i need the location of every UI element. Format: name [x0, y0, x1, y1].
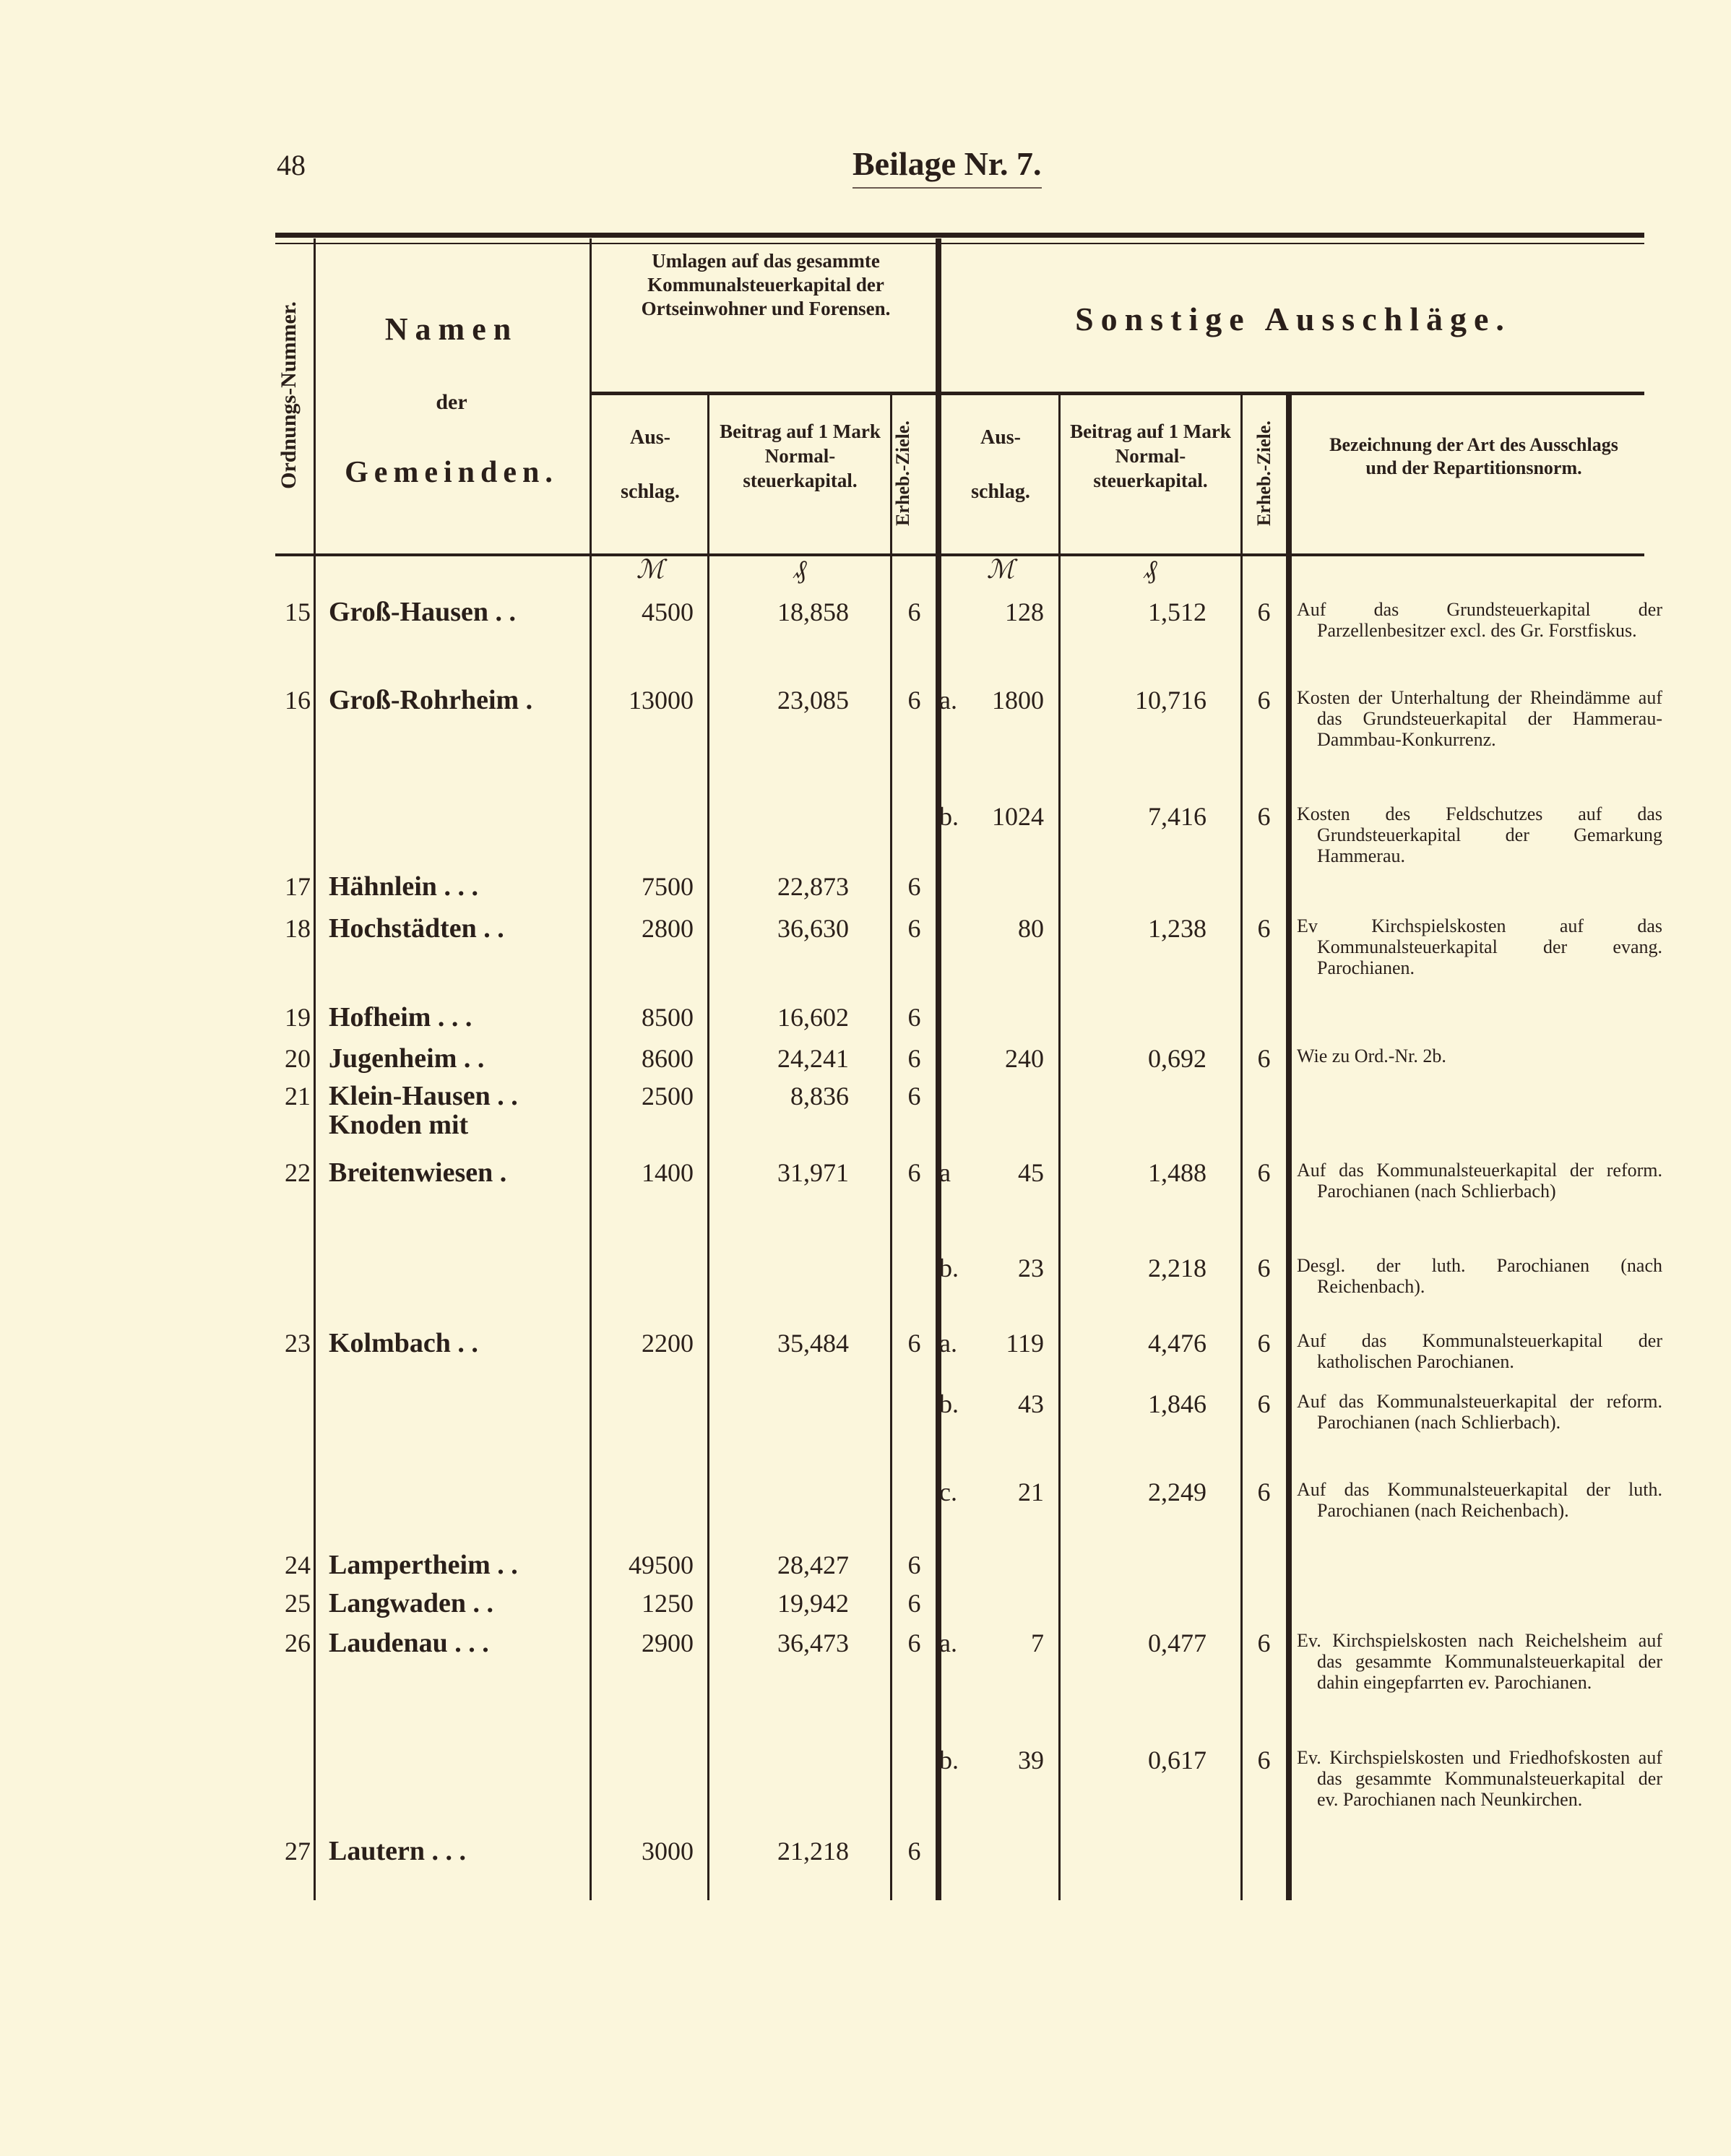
beitrag-2-value: 2,218 — [1148, 1254, 1206, 1282]
beitrag-2-value: 0,692 — [1148, 1044, 1206, 1073]
erheb-ziele-2-value: 6 — [1257, 1389, 1271, 1418]
beitrag-value: 8,836 — [790, 1082, 849, 1111]
municipality-name: Lampertheim . . — [329, 1550, 518, 1580]
row-number: 18 — [285, 914, 311, 943]
sub-letter: b. — [939, 1746, 959, 1775]
municipality-name: Hofheim . . . — [329, 1002, 472, 1032]
beitrag-value: 35,484 — [777, 1329, 849, 1358]
municipality-name: Lautern . . . — [329, 1836, 466, 1866]
header-beitrag-1: Beitrag auf 1 Mark Normal-steuerkapital. — [720, 421, 881, 491]
erheb-ziele-2-value: 6 — [1257, 914, 1271, 943]
row-number: 23 — [285, 1329, 311, 1358]
col-divider — [890, 394, 892, 1900]
row-number: 16 — [285, 686, 311, 715]
header-namen: Namen — [384, 311, 519, 347]
header-beitrag-2: Beitrag auf 1 Mark Normal-steuerkapital. — [1070, 421, 1231, 491]
ausschlag-value: 1400 — [642, 1158, 694, 1187]
col-divider — [314, 238, 316, 1900]
erheb-ziele-value: 6 — [907, 1044, 921, 1073]
ausschlag-value: 3000 — [642, 1837, 694, 1866]
erheb-ziele-value: 6 — [907, 1003, 921, 1032]
municipality-name: Langwaden . . — [329, 1588, 494, 1618]
ausschlag-2-value: 128 — [1005, 598, 1044, 626]
header-erheb-ziele-2: Erheb.-Ziele. — [1253, 421, 1274, 526]
header-ordnungs-nummer: Ordnungs-Nummer. — [277, 301, 301, 489]
row-number: 27 — [285, 1837, 311, 1866]
unit-mark-2: ℳ — [986, 555, 1015, 584]
erheb-ziele-2-value: 6 — [1257, 1478, 1271, 1506]
row-number: 22 — [285, 1158, 311, 1187]
erheb-ziele-2-value: 6 — [1257, 1329, 1271, 1358]
erheb-ziele-2-value: 6 — [1257, 1746, 1271, 1775]
col-divider — [1240, 394, 1243, 1900]
municipality-name: Klein-Hausen . . — [329, 1081, 518, 1111]
beitrag-value: 28,427 — [777, 1551, 849, 1579]
ausschlag-2-value: 119 — [1006, 1329, 1044, 1358]
description: Auf das Kommunalsteuerkapital der reform. Parochianen (nach Schlierbach). — [1297, 1391, 1662, 1433]
ausschlag-2-value: 21 — [1018, 1478, 1044, 1506]
ausschlag-value: 8500 — [642, 1003, 694, 1032]
col-divider — [1058, 394, 1061, 1900]
ausschlag-value: 4500 — [642, 598, 694, 626]
top-rule — [275, 233, 1644, 238]
erheb-ziele-value: 6 — [907, 1082, 921, 1111]
ausschlag-value: 2900 — [642, 1629, 694, 1657]
beitrag-2-value: 2,249 — [1148, 1478, 1206, 1506]
row-number: 20 — [285, 1044, 311, 1073]
header-erheb-ziele-1: Erheb.-Ziele. — [892, 421, 913, 526]
municipality-name: Hochstädten . . — [329, 913, 504, 944]
row-number: 24 — [285, 1551, 311, 1579]
ausschlag-2-value: 43 — [1018, 1389, 1044, 1418]
description: Kosten des Feldschutzes auf das Grundsteuerkapital der Gemarkung Hammerau. — [1297, 803, 1662, 866]
erheb-ziele-2-value: 6 — [1257, 1254, 1271, 1282]
municipality-name-line1: Knoden mit — [329, 1110, 469, 1140]
sub-letter: a. — [939, 686, 957, 715]
ausschlag-2-value: 7 — [1031, 1629, 1044, 1657]
beitrag-value: 24,241 — [777, 1044, 849, 1073]
subheader-rule — [591, 392, 1644, 395]
erheb-ziele-value: 6 — [907, 1589, 921, 1618]
header-sonstige-ausschlaege: Sonstige Ausschläge. — [1075, 301, 1511, 337]
erheb-ziele-value: 6 — [907, 598, 921, 626]
beitrag-2-value: 7,416 — [1148, 802, 1206, 831]
description: Wie zu Ord.-Nr. 2b. — [1297, 1045, 1446, 1066]
header-ausschlag-1b: schlag. — [621, 480, 680, 503]
ausschlag-value: 8600 — [642, 1044, 694, 1073]
erheb-ziele-value: 6 — [907, 1329, 921, 1358]
beitrag-value: 23,085 — [777, 686, 849, 715]
erheb-ziele-2-value: 6 — [1257, 802, 1271, 831]
municipality-name: Groß-Rohrheim . — [329, 685, 533, 715]
header-bezeichnung: Bezeichnung der Art des Ausschlags und der Repartitionsnorm. — [1329, 434, 1618, 478]
header-ausschlag-2: Aus- — [980, 426, 1021, 449]
unit-pf-2: ₰ — [1144, 555, 1157, 584]
sub-letter: b. — [939, 802, 959, 831]
page-title: Beilage Nr. 7. — [852, 145, 1042, 189]
sub-letter: b. — [939, 1389, 959, 1418]
header-ausschlag-1: Aus- — [629, 426, 670, 449]
beitrag-2-value: 1,846 — [1148, 1389, 1206, 1418]
row-number: 15 — [285, 598, 311, 626]
description: Auf das Grundsteuerkapital der Parzellenbesitzer excl. des Gr. Forstfiskus. — [1297, 599, 1662, 641]
municipality-name: Breitenwiesen . — [329, 1157, 507, 1188]
erheb-ziele-value: 6 — [907, 1837, 921, 1866]
municipality-name: Groß-Hausen . . — [329, 597, 517, 627]
ausschlag-2-value: 23 — [1018, 1254, 1044, 1282]
beitrag-2-value: 1,512 — [1148, 598, 1206, 626]
sub-letter: a. — [939, 1329, 957, 1358]
row-number: 19 — [285, 1003, 311, 1032]
ausschlag-2-value: 240 — [1005, 1044, 1044, 1073]
beitrag-value: 36,630 — [777, 914, 849, 943]
beitrag-2-value: 0,617 — [1148, 1746, 1206, 1775]
description: Auf das Kommunalsteuerkapital der katholischen Parochianen. — [1297, 1330, 1662, 1372]
row-number: 21 — [285, 1082, 311, 1111]
ausschlag-value: 1250 — [642, 1589, 694, 1618]
erheb-ziele-2-value: 6 — [1257, 1629, 1271, 1657]
description: Auf das Kommunalsteuerkapital der luth. Parochianen (nach Reichenbach). — [1297, 1479, 1662, 1521]
ausschlag-2-value: 45 — [1018, 1158, 1044, 1187]
ausschlag-2-value: 1800 — [992, 686, 1044, 715]
erheb-ziele-2-value: 6 — [1257, 1158, 1271, 1187]
sub-letter: b. — [939, 1254, 959, 1282]
erheb-ziele-2-value: 6 — [1257, 1044, 1271, 1073]
header-ausschlag-2b: schlag. — [971, 480, 1030, 503]
ausschlag-value: 49500 — [629, 1551, 694, 1579]
erheb-ziele-value: 6 — [907, 1551, 921, 1579]
erheb-ziele-value: 6 — [907, 872, 921, 901]
beitrag-value: 19,942 — [777, 1589, 849, 1618]
ausschlag-value: 7500 — [642, 872, 694, 901]
ausschlag-2-value: 1024 — [992, 802, 1044, 831]
sub-letter: c. — [939, 1478, 957, 1506]
header-gemeinden: Gemeinden. — [345, 456, 558, 489]
municipality-name: Jugenheim . . — [329, 1043, 485, 1074]
erheb-ziele-2-value: 6 — [1257, 686, 1271, 715]
municipality-name: Laudenau . . . — [329, 1628, 489, 1658]
description: Desgl. der luth. Parochianen (nach Reichenbach). — [1297, 1255, 1662, 1297]
municipality-name: Hähnlein . . . — [329, 871, 478, 902]
beitrag-value: 36,473 — [777, 1629, 849, 1657]
beitrag-value: 21,218 — [777, 1837, 849, 1866]
erheb-ziele-value: 6 — [907, 686, 921, 715]
beitrag-2-value: 0,477 — [1148, 1629, 1206, 1657]
row-number: 25 — [285, 1589, 311, 1618]
description: Auf das Kommunalsteuerkapital der reform. Parochianen (nach Schlierbach) — [1297, 1160, 1662, 1202]
beitrag-2-value: 1,488 — [1148, 1158, 1206, 1187]
erheb-ziele-value: 6 — [907, 914, 921, 943]
erheb-ziele-2-value: 6 — [1257, 598, 1271, 626]
municipality-name: Kolmbach . . — [329, 1328, 478, 1358]
beitrag-2-value: 4,476 — [1148, 1329, 1206, 1358]
description: Ev. Kirchspielskosten und Friedhofskosten auf das gesammte Kommunalsteuerkapital der ev. Parochianen nach Neunkirchen. — [1297, 1747, 1662, 1810]
unit-mark-1: ℳ — [636, 555, 665, 584]
ausschlag-value: 2500 — [642, 1082, 694, 1111]
beitrag-value: 16,602 — [777, 1003, 849, 1032]
col-divider — [707, 394, 709, 1900]
unit-pf-1: ₰ — [793, 555, 807, 584]
header-der: der — [436, 390, 467, 414]
ausschlag-2-value: 80 — [1018, 914, 1044, 943]
ausschlag-value: 2800 — [642, 914, 694, 943]
beitrag-value: 31,971 — [777, 1158, 849, 1187]
ausschlag-value: 2200 — [642, 1329, 694, 1358]
row-number: 26 — [285, 1629, 311, 1657]
page-number: 48 — [277, 149, 306, 181]
sub-letter: a — [939, 1158, 951, 1187]
beitrag-2-value: 10,716 — [1135, 686, 1206, 715]
top-thin-rule — [275, 243, 1644, 244]
description: Kosten der Unterhaltung der Rheindämme auf das Grundsteuerkapital der Hammerau-Dammbau-Konkurrenz. — [1297, 687, 1662, 750]
ausschlag-value: 13000 — [629, 686, 694, 715]
sub-letter: a. — [939, 1629, 957, 1657]
header-umlagen: Umlagen auf das gesammte Kommunalsteuerkapital der Ortseinwohner und Forensen. — [641, 250, 891, 319]
beitrag-2-value: 1,238 — [1148, 914, 1206, 943]
description: Ev. Kirchspielskosten nach Reichelsheim auf das gesammte Kommunalsteuerkapital der dahin eingepfarrten ev. Parochianen. — [1297, 1630, 1662, 1693]
description: Ev Kirchspielskosten auf das Kommunalsteuerkapital der evang. Parochianen. — [1297, 915, 1662, 978]
erheb-ziele-value: 6 — [907, 1158, 921, 1187]
col-divider-thick — [1286, 394, 1292, 1900]
row-number: 17 — [285, 872, 311, 901]
beitrag-value: 22,873 — [777, 872, 849, 901]
ausschlag-2-value: 39 — [1018, 1746, 1044, 1775]
beitrag-value: 18,858 — [777, 598, 849, 626]
erheb-ziele-value: 6 — [907, 1629, 921, 1657]
col-divider — [590, 238, 592, 1900]
